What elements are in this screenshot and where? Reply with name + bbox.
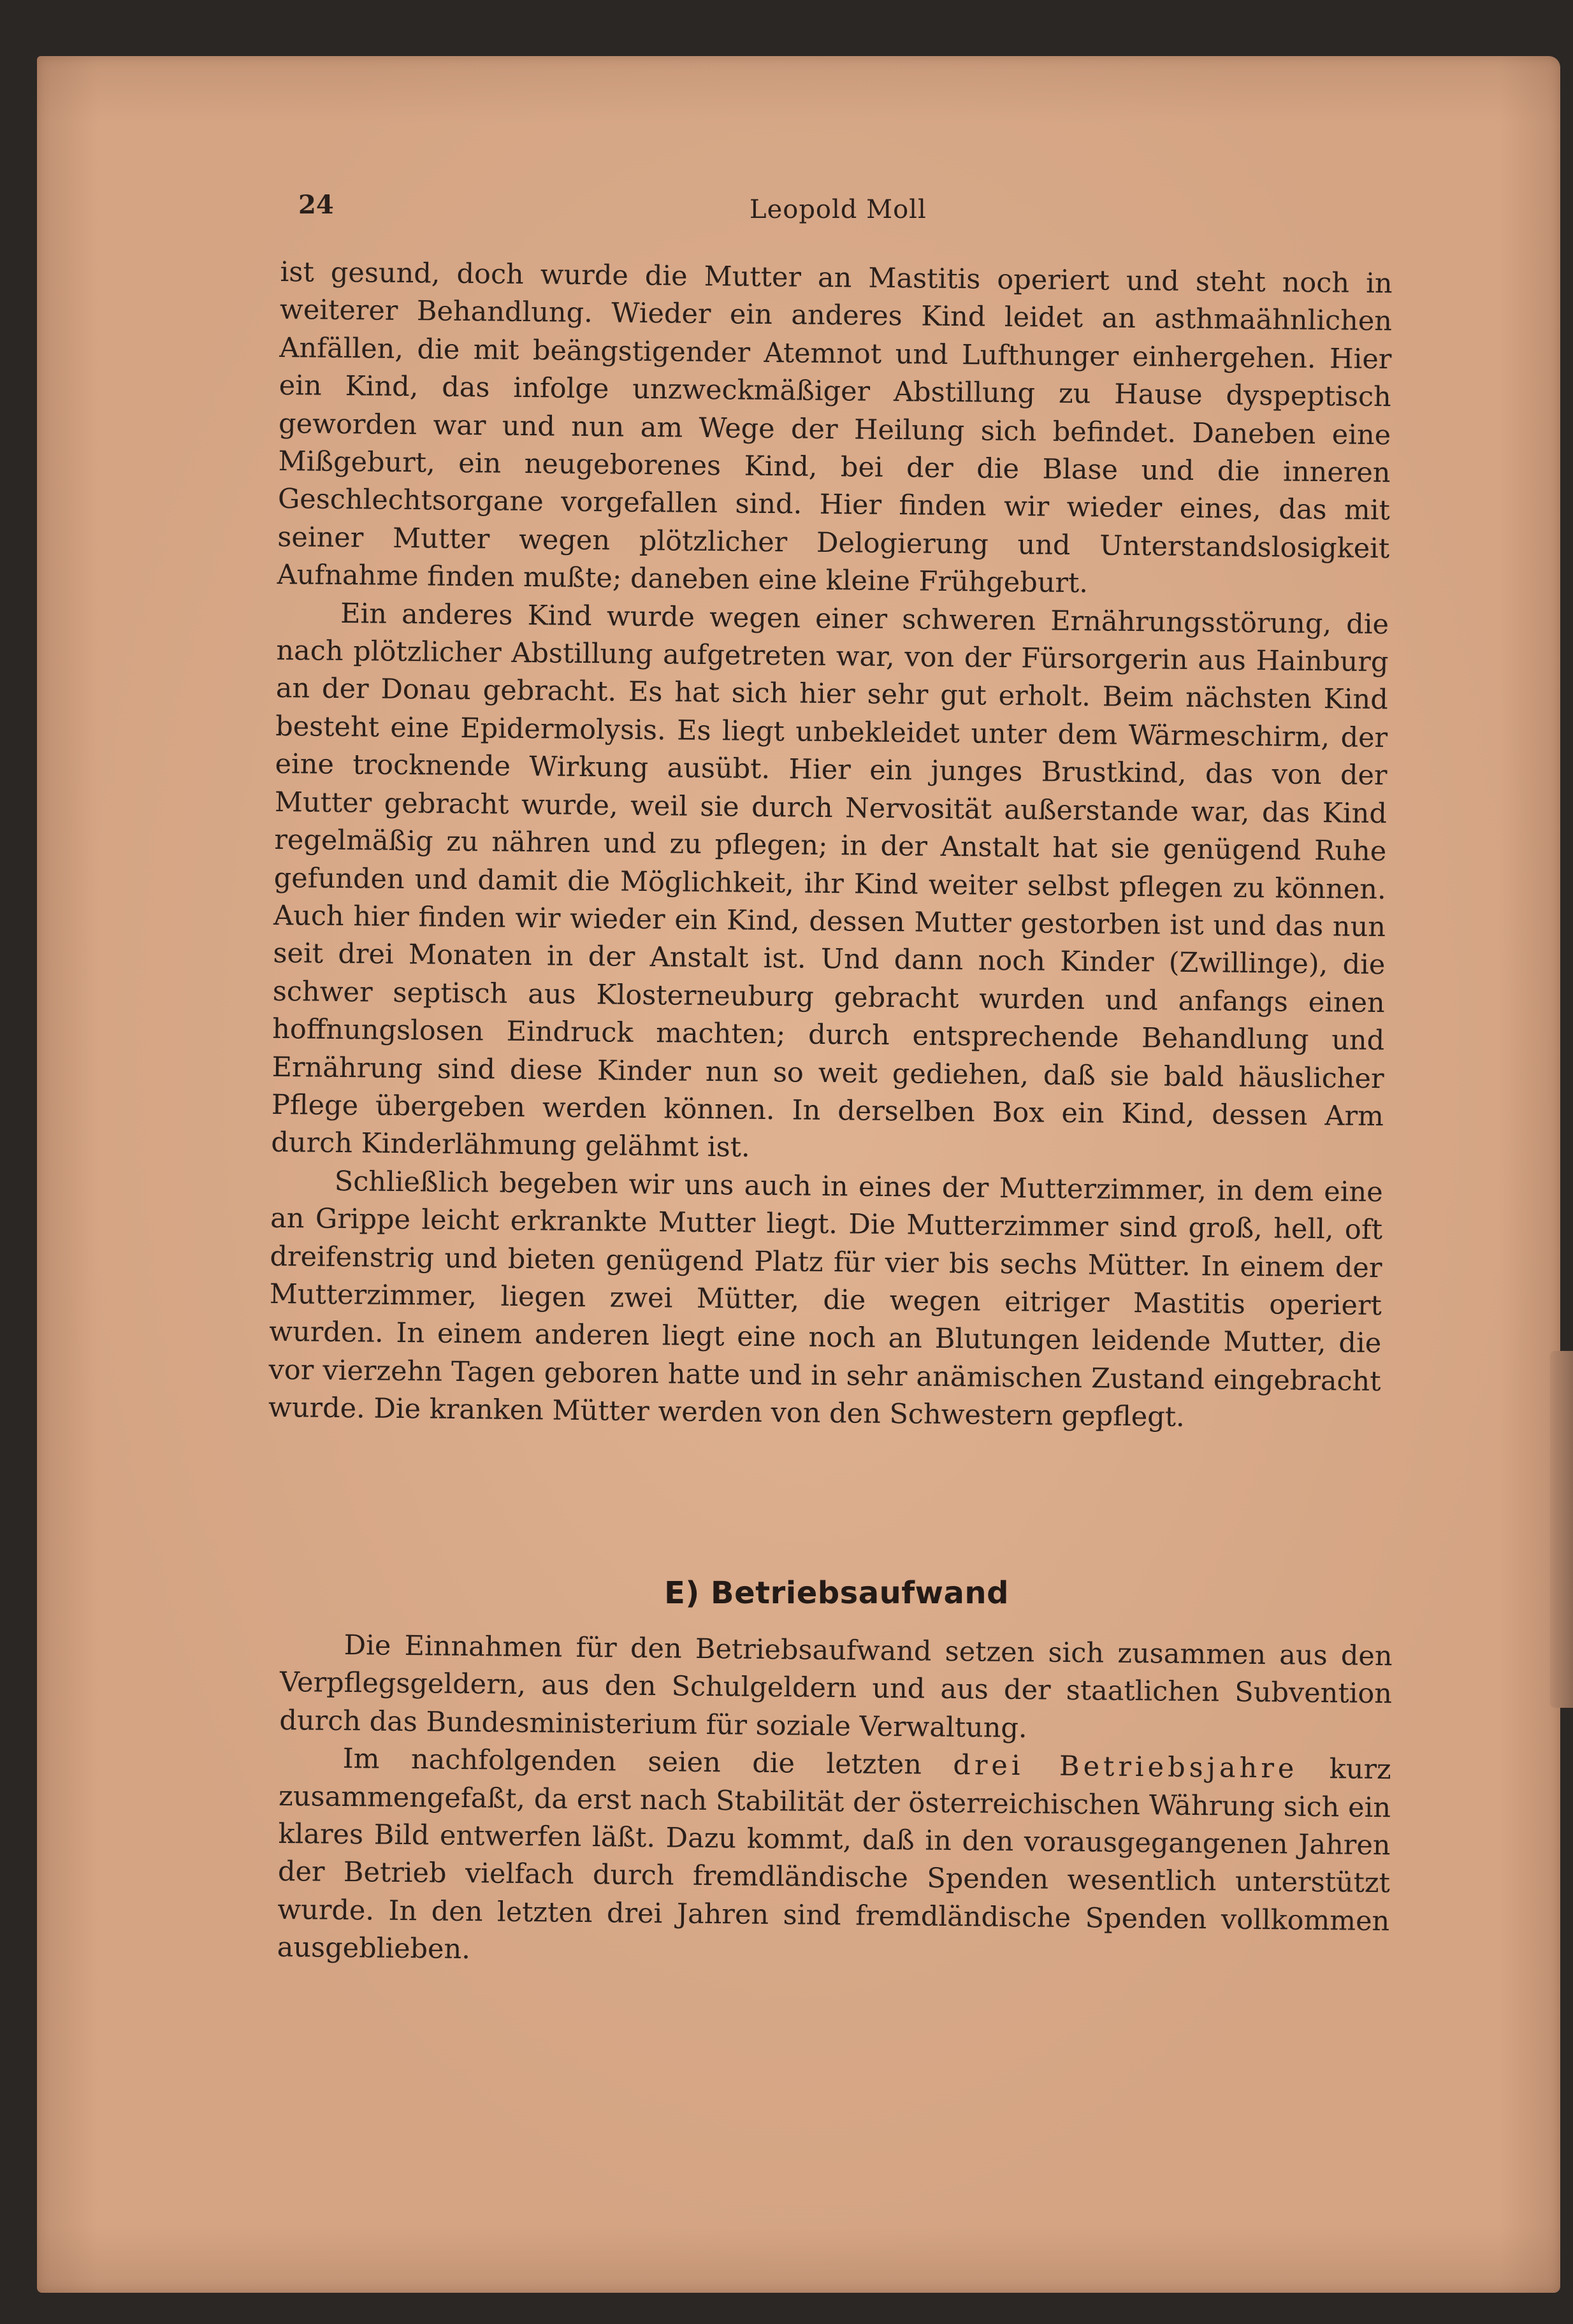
section-paragraph-1: Die Einnahmen für den Betriebsaufwand setzen sich zusammen aus den Verpflegsgeldern, aus den Schulgeldern und aus der staatlichen Subvention durch das Bundesministerium für soziale Verwaltung. [279, 1629, 1393, 1745]
paragraph-2: Ein anderes Kind wurde wegen einer schweren Ernährungsstörung, die nach plötzlicher Abstillung aufgetreten war, von der Fürsorgerin aus Hainburg an der Donau gebracht. Es hat sich hier sehr gut erholt. Beim nächsten Kind besteht eine Epidermolysis. Es liegt unbekleidet unter dem Wärmeschirm, der eine trocknende Wirkung ausübt. Hier ein junges Brustkind, das von der Mutter gebracht wurde, weil sie durch Nervosität außerstande war, das Kind regelmäßig zu nähren und zu pflegen; in der Anstalt hat sie genügend Ruhe gefunden und damit die Möglichkeit, ihr Kind weiter selbst pflegen zu können. Auch hier finden wir wieder ein Kind, dessen Mutter gestorben ist und das nun seit drei Monaten in der Anstalt ist. Und dann noch Kinder (Zwillinge), die schwer septisch aus Klosterneuburg gebracht wurden und anfangs einen hoffnungslosen Eindruck machten; durch entsprechende Behandlung und Ernährung sind diese Kinder nun so weit gediehen, daß sie bald häuslicher Pflege übergeben werden können. In derselben Box ein Kind, dessen Arm durch Kinderlähmung gelähmt ist. [271, 597, 1389, 1164]
page-header [298, 190, 1395, 235]
paragraph-3: Schließlich begeben wir uns auch in eines der Mutterzimmer, in dem eine an Grippe leicht erkrankte Mutter liegt. Die Mutterzimmer sind groß, hell, oft dreifenstrig und bieten genügend Platz für vier bis sechs Mütter. In einem der Mutterzimmer, liegen zwei Mütter, die wegen eitriger Mastitis operiert wurden. In einem anderen liegt eine noch an Blutungen leidende Mutter, die vor vierzehn Tagen geboren hatte und in sehr anämischen Zustand eingebracht wurde. Die kranken Mütter werden von den Schwestern gepflegt. [268, 1165, 1383, 1434]
section-text [277, 1626, 1393, 1979]
section-paragraph-2-start: Im nachfolgenden seien die letzten [342, 1743, 953, 1782]
body-text [268, 254, 1393, 1439]
running-title: Leopold Moll [750, 195, 927, 224]
section-paragraph-2 [277, 1740, 1391, 1979]
page-edge-tab [1550, 1351, 1573, 1708]
paragraph-1: ist gesund, doch wurde die Mutter an Mastitis operiert und steht noch in weiterer Behandlung. Wieder ein anderes Kind leidet an asthmaähnlichen Anfällen, die mit beängstigender Atemnot und Lufthunger einhergehen. Hier ein Kind, das infolge unzweckmäßiger Abstillung zu Hause dyspeptisch geworden war und nun am Wege der Heilung sich befindet. Daneben eine Mißgeburt, ein neugeborenes Kind, bei der die Blase und die inneren Geschlechtsorgane vorgefallen sind. Hier finden wir wieder eines, das mit seiner Mutter wegen plötzlicher Delogierung und Unterstandslosigkeit Aufnahme finden mußte; daneben eine kleine Frühgeburt. [277, 256, 1393, 600]
page-number: 24 [298, 190, 334, 220]
spaced-emphasis: drei Betriebsjahre [953, 1749, 1298, 1785]
section-heading: E) Betriebsaufwand [664, 1575, 1009, 1611]
section-paragraph-2-end: kurz zusammengefaßt, da erst nach Stabilität der österreichischen Währung sich ein klares Bild entwerfen läßt. Dazu kommt, daß in den vorausgegangenen Jahren der Betrieb vielfach durch fremdländische Spenden wesentlich unterstützt wurde. In den letzten drei Jahren sind fremdländische Spenden vollkommen ausgeblieben. [277, 1752, 1391, 1966]
